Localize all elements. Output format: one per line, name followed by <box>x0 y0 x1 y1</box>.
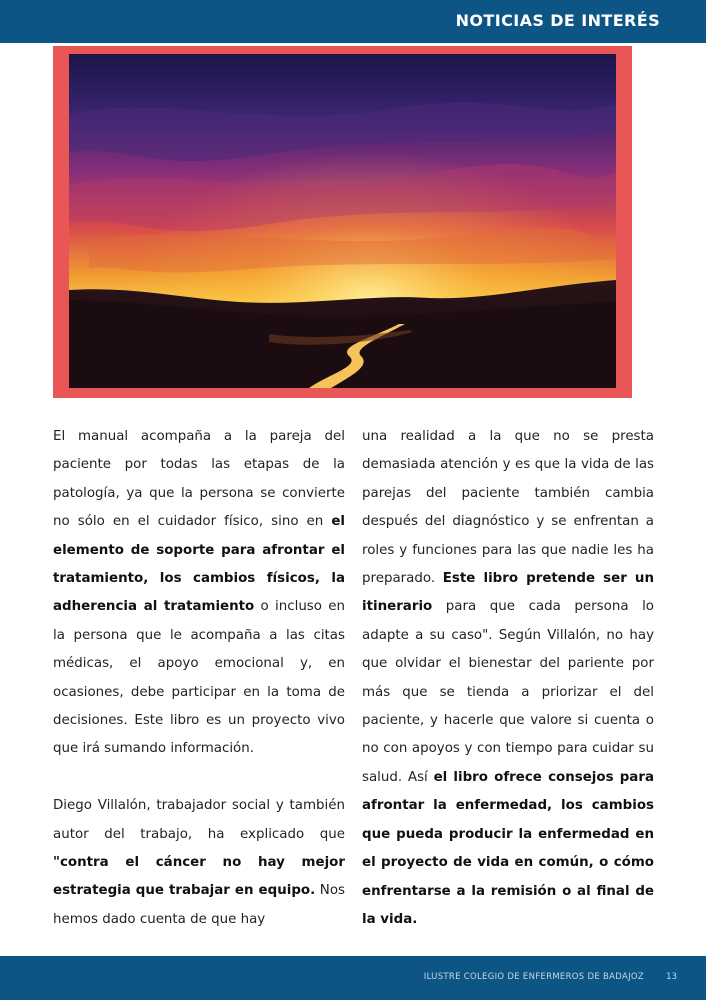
section-title: NOTICIAS DE INTERÉS <box>455 11 660 30</box>
bold-text-run: Este libro pretende ser un itinerario <box>362 571 654 615</box>
text-run: para que cada persona lo adapte a su caso". Según Villalón, no hay que olvidar el bienestar del pariente por más que se tienda a priorizar el del paciente, y hacerle que valore si cuenta o no con apoyos y con tiempo para cuidar su salud. Así <box>362 599 654 785</box>
text-run: Diego Villalón, trabajador social y también autor del trabajo, ha explicado que <box>53 798 345 842</box>
article-paragraph <box>362 423 654 934</box>
bold-text-run: el elemento de soporte para afrontar el tratamiento, los cambios físicos, la adherencia al tratamiento <box>53 514 345 615</box>
text-run: Nos hemos dado cuenta de que hay <box>53 883 345 927</box>
article-paragraph <box>53 792 345 934</box>
text-run: una realidad a la que no se presta demasiada atención y es que la vida de las parejas del paciente también cambia después del diagnóstico y se enfrentan a roles y funciones para las que nadie les ha preparado. <box>362 429 654 587</box>
footer-bar <box>0 956 706 1000</box>
article-paragraph <box>53 423 345 764</box>
header-bar <box>0 0 706 43</box>
photo-frame <box>53 46 632 398</box>
bold-text-run: "contra el cáncer no hay mejor estrategia que trabajar en equipo. <box>53 855 345 899</box>
footer-organization: ILUSTRE COLEGIO DE ENFERMEROS DE BADAJOZ <box>423 972 644 982</box>
text-run: El manual acompaña a la pareja del paciente por todas las etapas de la patología, ya que la persona se convierte no sólo en el cuidador físico, sino en <box>53 429 345 530</box>
sunset-road-photo <box>69 54 616 388</box>
article-column-left <box>53 423 345 934</box>
article-column-right <box>362 423 654 934</box>
text-run: o incluso en la persona que le acompaña a las citas médicas, el apoyo emocional y, en ocasiones, debe participar en la toma de decisiones. Este libro es un proyecto vivo que irá sumando información. <box>53 599 345 757</box>
page-number: 13 <box>666 972 677 982</box>
bold-text-run: el libro ofrece consejos para afrontar la enfermedad, los cambios que pueda producir la enfermedad en el proyecto de vida en común, o cómo enfrentarse a la remisión o al final de la vida. <box>362 769 654 927</box>
